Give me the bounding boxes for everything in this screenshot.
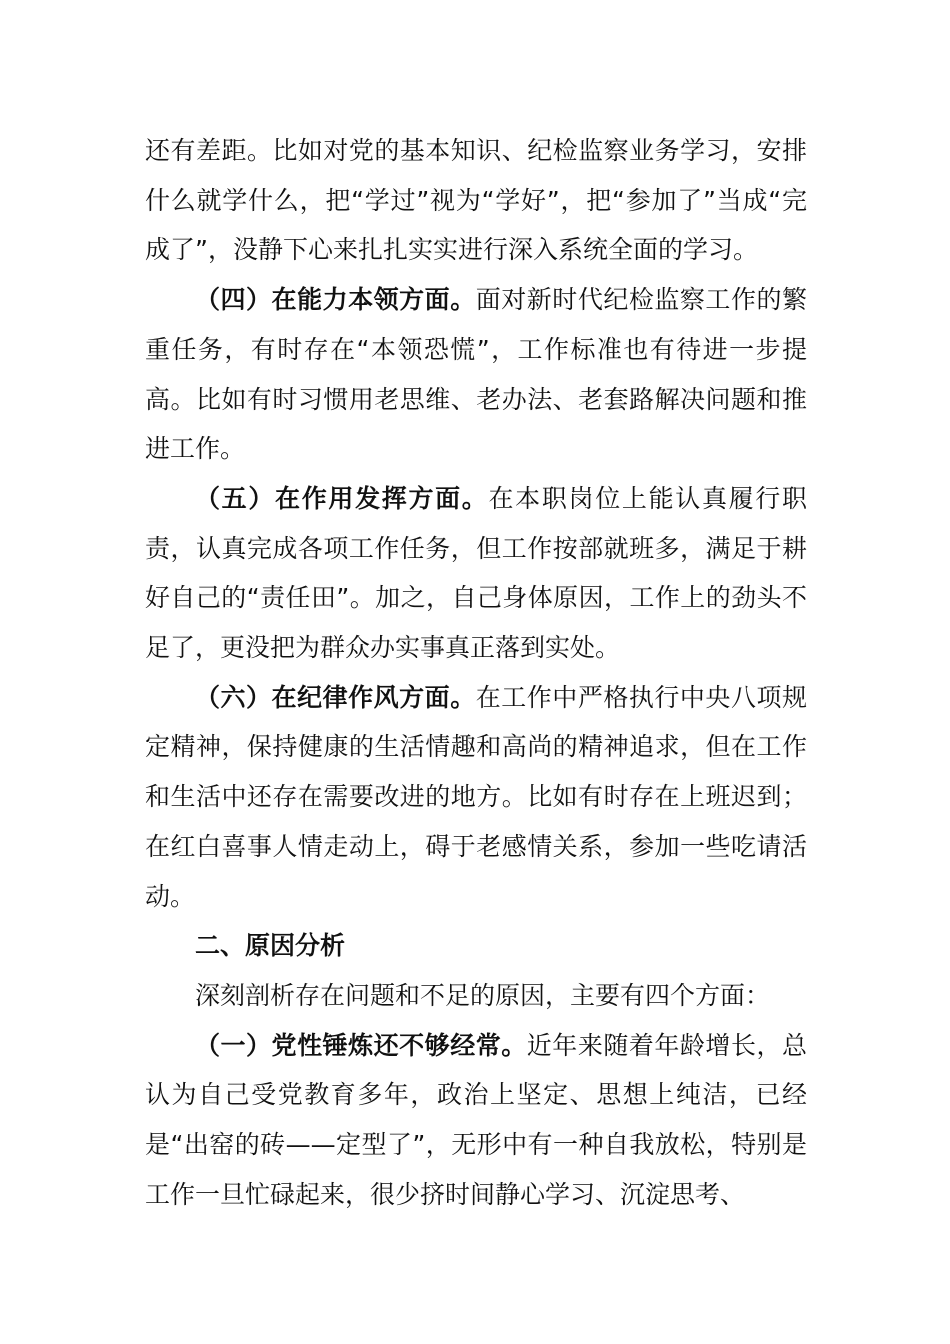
- paragraph-lead: （六）在纪律作风方面。: [195, 682, 476, 712]
- paragraph-lead: （五）在作用发挥方面。: [195, 483, 489, 513]
- paragraph-text: 近年来随着年龄增长，总认为自己受党教育多年，政治上坚定、思想上纯洁，已经是“出窑的砖——定型了”，无形中有一种自我放松，特别是工作一旦忙碌起来，很少挤时间静心学习、沉淀思考、: [145, 1030, 807, 1209]
- paragraph-discipline: [145, 673, 807, 922]
- paragraph-lead: （一）党性锤炼还不够经常。: [195, 1030, 527, 1060]
- paragraph-party-spirit: [145, 1021, 807, 1220]
- paragraph-ability: [145, 275, 807, 474]
- document-body: [145, 126, 807, 1219]
- section-heading: 二、原因分析: [195, 931, 346, 961]
- paragraph-text: 面对新时代纪检监察工作的繁重任务，有时存在“本领恐慌”，工作标准也有待进一步提高。比如有时习惯用老思维、老办法、老套路解决问题和推进工作。: [145, 285, 807, 464]
- paragraph-text: 在工作中严格执行中央八项规定精神，保持健康的生活情趣和高尚的精神追求，但在工作和生活中还存在需要改进的地方。比如有时存在上班迟到；在红白喜事人情走动上，碍于老感情关系，参加一些吃请活动。: [145, 682, 807, 911]
- paragraph-text: 在本职岗位上能认真履行职责，认真完成各项工作任务，但工作按部就班多，满足于耕好自己的“责任田”。加之，自己身体原因，工作上的劲头不足了，更没把为群众办实事真正落到实处。: [145, 483, 807, 663]
- paragraph-role: [145, 474, 807, 673]
- paragraph-learning-gap: 还有差距。比如对党的基本知识、纪检监察业务学习，安排什么就学什么，把“学过”视为“学好”，把“参加了”当成“完成了”，没静下心来扎扎实实进行深入系统全面的学习。: [145, 136, 807, 265]
- paragraph-lead: （四）在能力本领方面。: [195, 285, 476, 315]
- paragraph-intro: 深刻剖析存在问题和不足的原因，主要有四个方面：: [195, 980, 771, 1010]
